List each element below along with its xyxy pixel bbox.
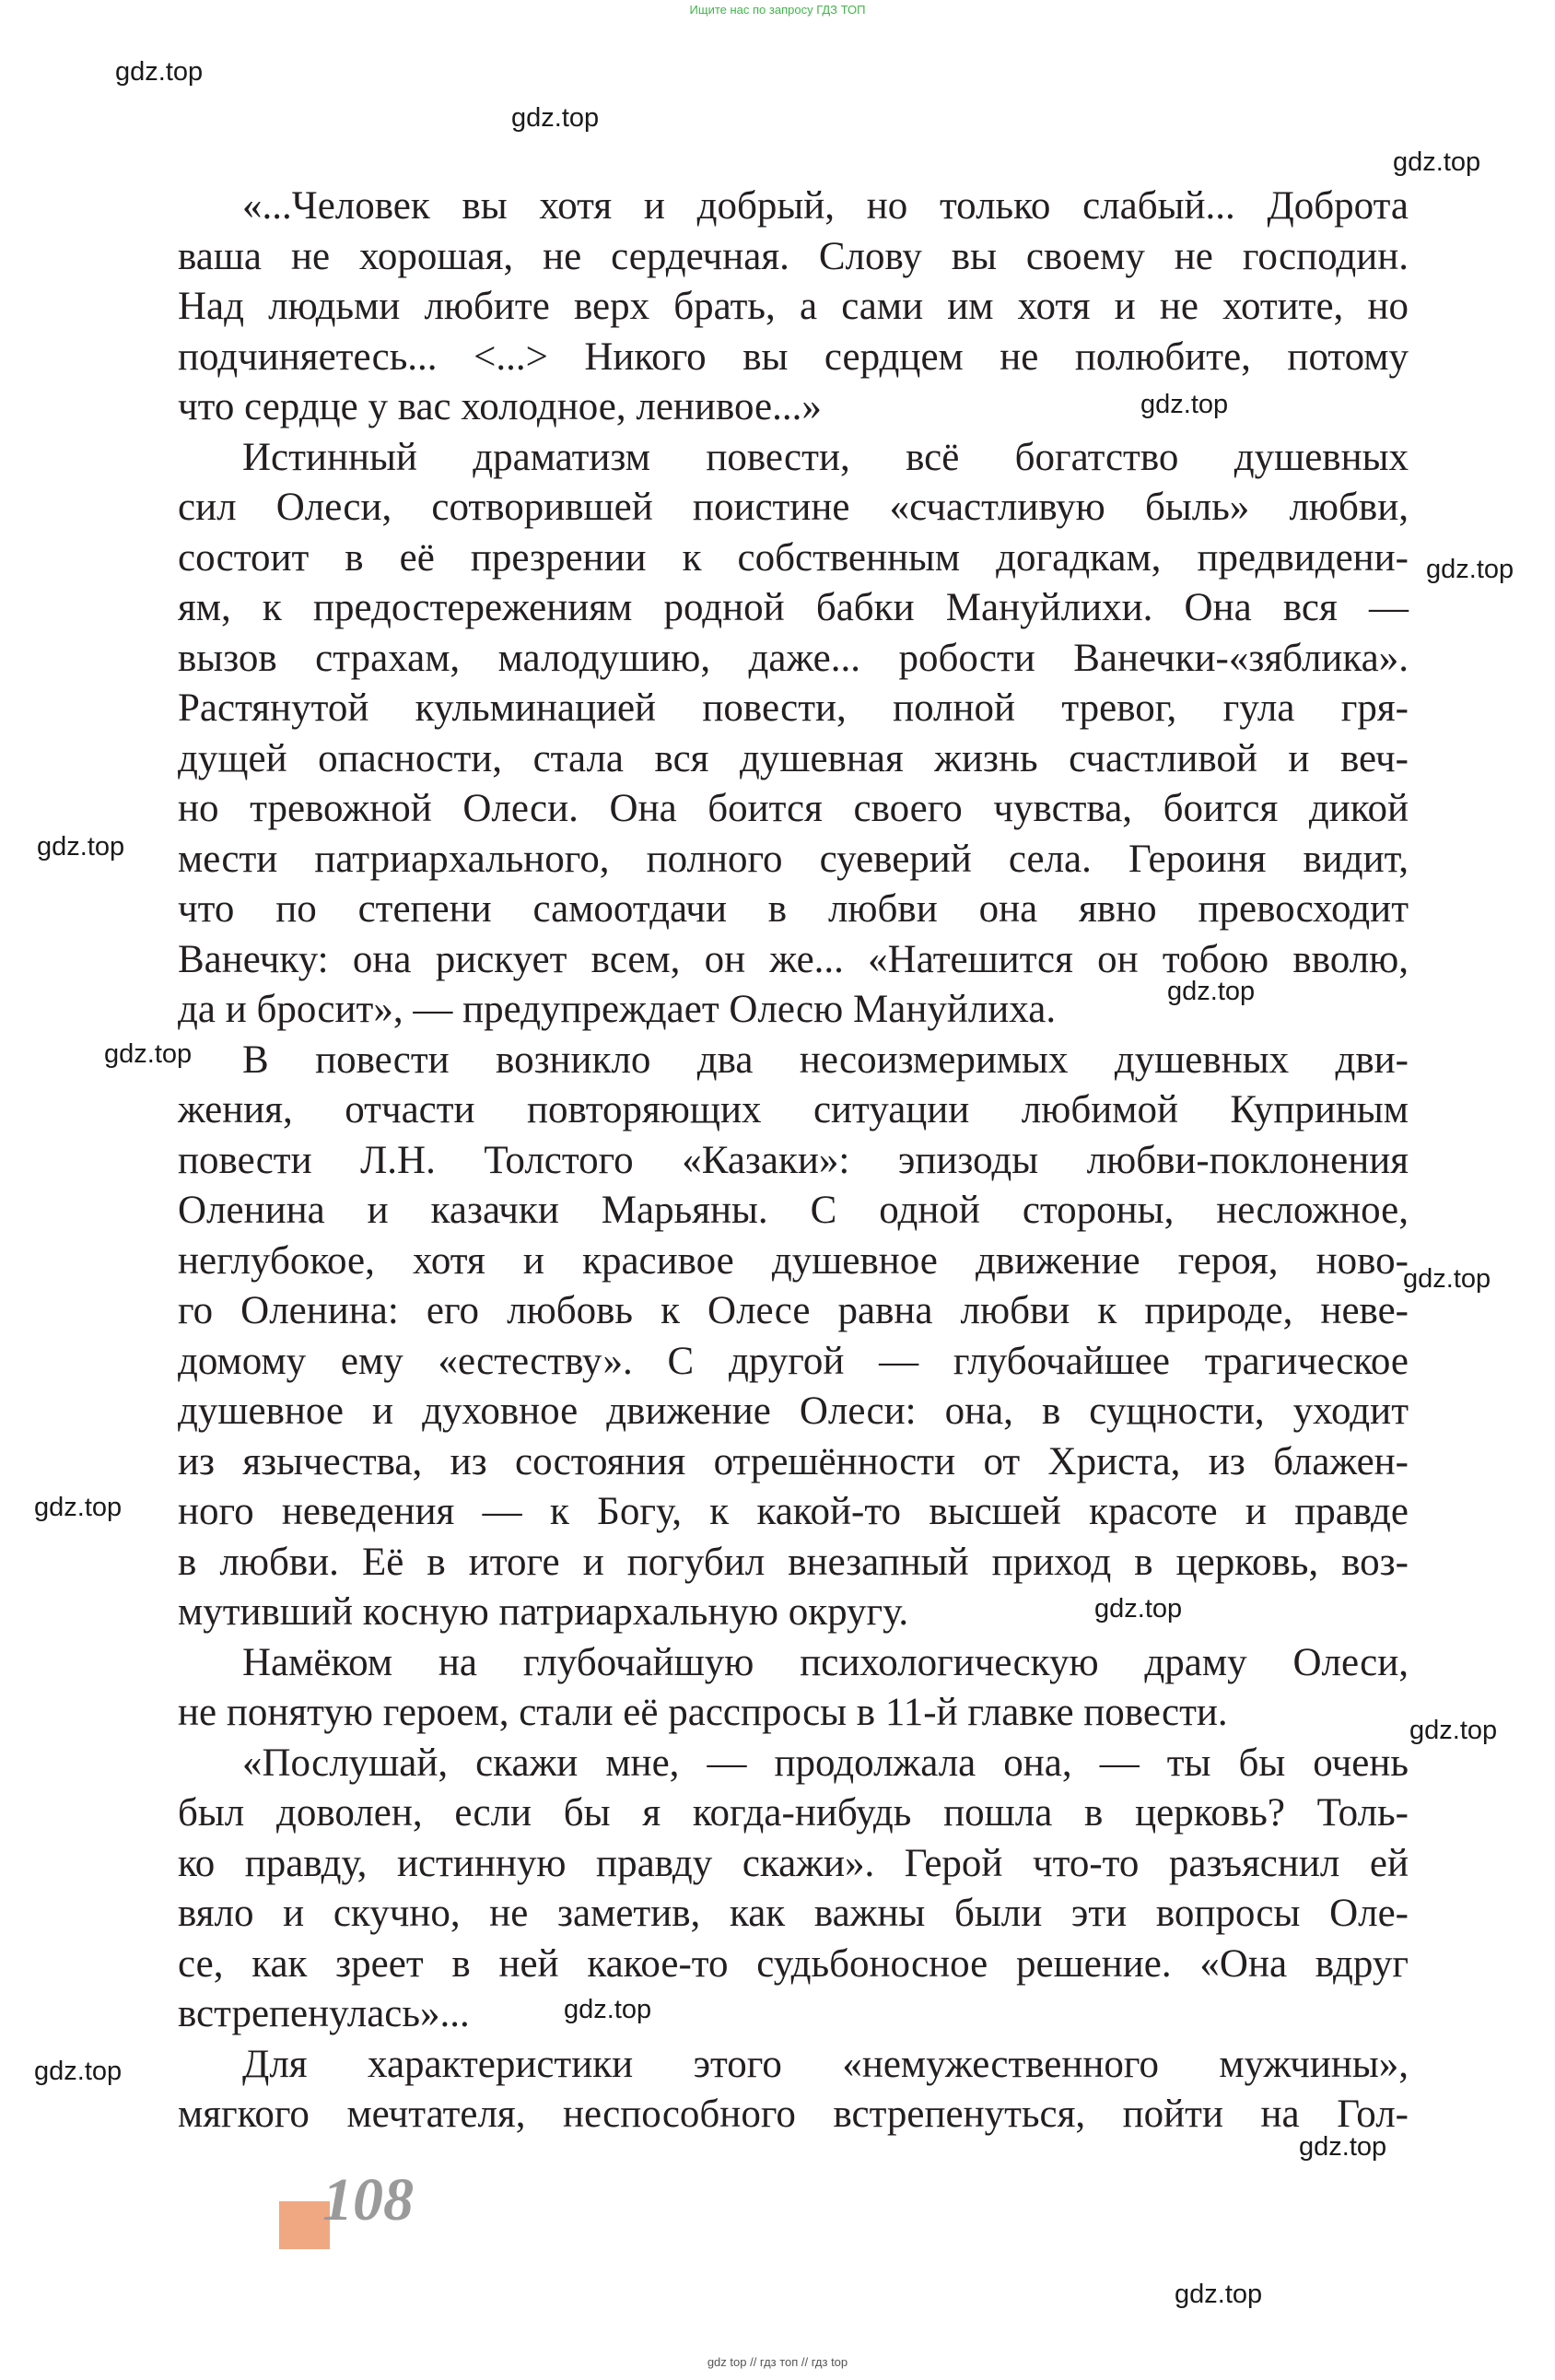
text-line: ям, к предостережениям родной бабки Мануйлихи. Она вся — (178, 586, 1409, 629)
text-line: ваша не хорошая, не сердечная. Слову вы своему не господин. (178, 234, 1409, 278)
text-line: Намёком на глубочайшую психологическую драму Олеси, (242, 1640, 1409, 1684)
text-line: встрепенулась»... (178, 1992, 470, 2035)
text-line: ко правду, истинную правду скажи». Герой что-то разъяснил ей (178, 1841, 1409, 1885)
text-line: да и бросит», — предупреждает Олесю Мануйлиха. (178, 988, 1057, 1031)
text-line: вяло и скучно, не заметив, как важны были эти вопросы Оле- (178, 1892, 1409, 1935)
text-line: подчиняетесь... <...> Никого вы сердцем не полюбите, потому (178, 334, 1409, 379)
watermark: gdz.top (34, 2057, 123, 2086)
watermark: gdz.top (1426, 555, 1514, 584)
watermark: gdz.top (1094, 1594, 1183, 1624)
text-line: мести патриархального, полного суеверий села. Героиня видит, (178, 837, 1409, 881)
text-line: что сердце у вас холодное, ленивое...» (178, 385, 822, 428)
watermark: gdz.top (37, 832, 125, 862)
text-line: состоит в её презрении к собственным догадкам, предвидени- (178, 535, 1409, 580)
text-line: из язычества, из состояния отрешённости от Христа, из блажен- (178, 1439, 1409, 1483)
text-line: не понятую героем, стали её расспросы в 11-й главке повести. (178, 1691, 1228, 1734)
watermark: gdz.top (34, 1493, 123, 1522)
text-line: ного неведения — к Богу, к какой-то высшей красоте и правде (178, 1490, 1409, 1533)
watermark: gdz.top (1409, 1716, 1498, 1745)
text-line: «Послушай, скажи мне, — продолжала она, — ты бы очень (242, 1741, 1409, 1785)
text-line: в любви. Её в итоге и погубил внезапный приход в церковь, воз- (178, 1540, 1409, 1584)
text-line: Оленина и казачки Марьяны. С одной стороны, несложное, (178, 1189, 1409, 1232)
text-line: В повести возникло два несоизмеримых душевных дви- (242, 1038, 1409, 1082)
text-line: Растянутой кульминацией повести, полной тревог, гула гря- (178, 686, 1409, 730)
text-line: мутивший косную патриархальную округу. (178, 1590, 909, 1634)
text-line: го Оленина: его любовь к Олесе равна любви к природе, неве- (178, 1289, 1409, 1332)
watermark: gdz.top (115, 57, 204, 87)
page-number: 108 (322, 2166, 414, 2233)
text-line: Ванечку: она рискует всем, он же... «Натешится он тобою вволю, (178, 937, 1409, 981)
text-line: Истинный драматизм повести, всё богатство душевных (242, 435, 1409, 479)
bottom-banner: gdz top // гдз топ // гдз top (707, 2355, 848, 2369)
text-line: жения, отчасти повторяющих ситуации любимой Куприным (178, 1088, 1409, 1131)
text-line: «...Человек вы хотя и добрый, но только слабый... Доброта (242, 184, 1409, 228)
text-line: Для характеристики этого «немужественного мужчины», (242, 2042, 1409, 2086)
top-banner: Ищите нас по запросу ГДЗ ТОП (689, 3, 866, 17)
watermark: gdz.top (1403, 1264, 1491, 1294)
text-line: сил Олеси, сотворившей поистине «счастливую быль» любви, (178, 486, 1409, 529)
watermark: gdz.top (1167, 977, 1256, 1006)
text-line: дущей опасности, стала вся душевная жизнь счастливой и веч- (178, 736, 1409, 780)
text-line: но тревожной Олеси. Она боится своего чувства, боится дикой (178, 787, 1409, 830)
body-text (178, 182, 1409, 2140)
text-line: се, как зреет в ней какое-то судьбоносное решение. «Она вдруг (178, 1941, 1409, 1986)
watermark: gdz.top (511, 103, 600, 133)
text-line: душевное и духовное движение Олеси: она, в сущности, уходит (178, 1389, 1409, 1433)
text-line: домому ему «естеству». С другой — глубочайшее трагическое (178, 1339, 1409, 1383)
text-line: мягкого мечтателя, неспособного встрепенуться, пойти на Гол- (178, 2093, 1409, 2136)
text-line: вызов страхам, малодушию, даже... робости Ванечки-«зяблика». (178, 636, 1409, 680)
watermark: gdz.top (1140, 390, 1229, 419)
text-line: неглубокое, хотя и красивое душевное движение героя, ново- (178, 1238, 1409, 1283)
text-line: повести Л.Н. Толстого «Казаки»: эпизоды любви-поклонения (178, 1138, 1409, 1182)
text-line: что по степени самоотдачи в любви она явно превосходит (178, 887, 1409, 931)
watermark: gdz.top (1299, 2132, 1387, 2162)
text-line: был доволен, если бы я когда-нибудь пошла в церковь? Толь- (178, 1791, 1409, 1835)
watermark: gdz.top (564, 1995, 652, 2024)
text-line: Над людьми любите верх брать, а сами им хотя и не хотите, но (178, 285, 1409, 328)
watermark: gdz.top (1393, 147, 1481, 177)
watermark: gdz.top (1175, 2280, 1263, 2309)
watermark: gdz.top (104, 1039, 193, 1069)
